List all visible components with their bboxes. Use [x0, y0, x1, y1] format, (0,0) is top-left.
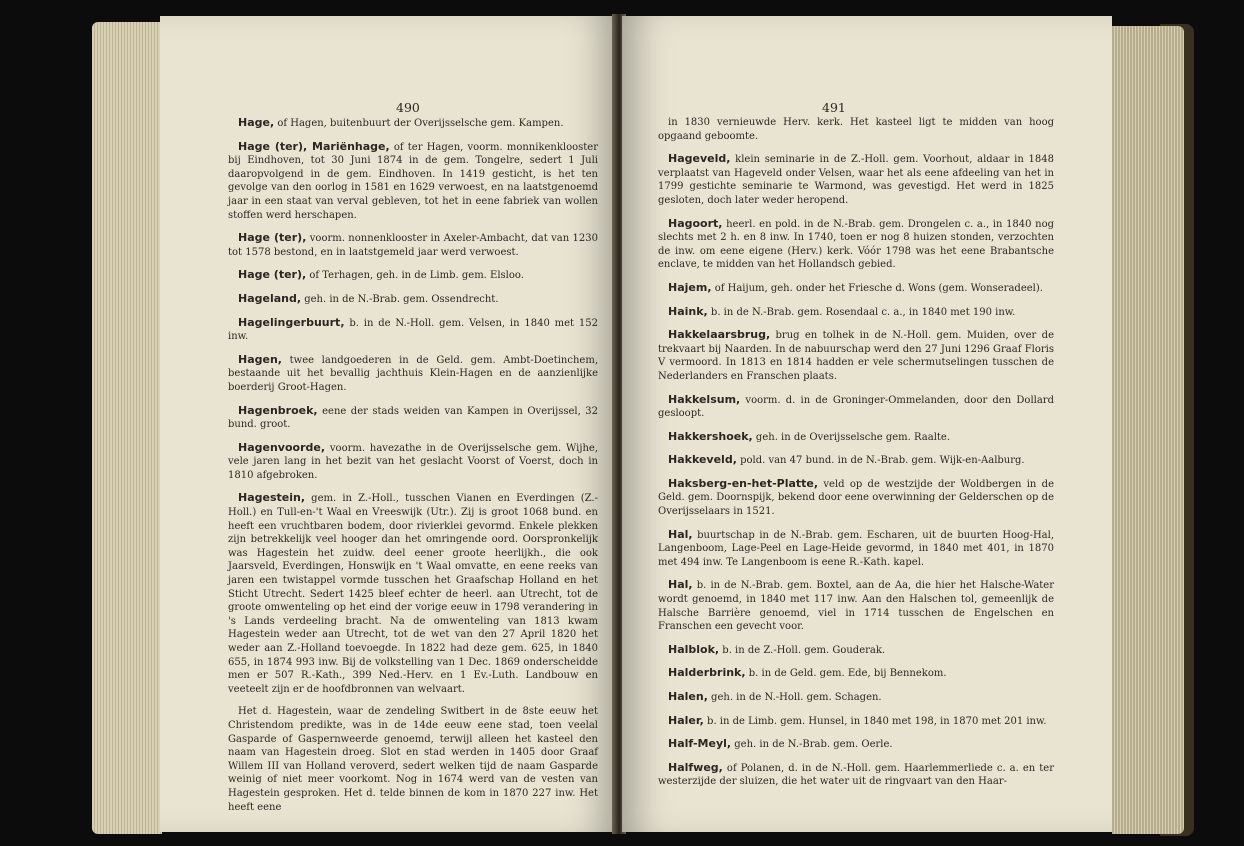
entry-headword: Halfweg, — [668, 760, 723, 774]
entry-headword: Hagelingerbuurt, — [238, 315, 345, 329]
dictionary-entry — [658, 528, 1054, 570]
entries-left — [228, 116, 598, 814]
entry-headword: Hageland, — [238, 291, 302, 305]
entry-headword: Haink, — [668, 304, 708, 318]
dictionary-entry — [228, 353, 598, 395]
entry-text: geh. in de N.-Holl. gem. Schagen. — [707, 692, 882, 703]
entry-headword: Half-Meyl, — [668, 737, 732, 751]
entry-text: geh. in de N.-Brab. gem. Ossendrecht. — [301, 293, 499, 305]
entry-headword: Hage, — [238, 116, 275, 129]
entry-text: gem. in Z.-Holl., tusschen Vianen en Everdingen (Z.-Holl.) en Tull-en-'t Waal en Vreeswijk (Utr.). Zij is groot 1068 bund. en heeft een vruchtbaren bodem, door rivierklei gevormd. Enkele plekken zijn betrekkelijk veel hooger dan het omringende oord. Oorspronkelijk was Hagestein het zuidw. deel eener groote heerlijkh., die ook Jaarsveld, Everdingen, Honswijk en 't Waal omvatte, en eene reeks van jaren een twistappel vormde tusschen het Graafschap Holland en het Sticht Utrecht. Sedert 1425 bleef echter de heerl. aan Utrecht, tot de groote omwenteling op het eind der vorige eeuw in 1798 verandering in 's Lands verdeeling bracht. Na de omwenteling van 1813 kwam Hagestein weder aan Utrecht, tot de wet van den 27 April 1820 het weder aan Z.-Holland toevoegde. In 1822 had deze gem. 625, in 1840 655, in 1874 993 inw. Bij de volkstelling van 1 Dec. 1869 onderscheidde men er 507 R.-Kath., 399 Ned.-Herv. en 1 Ev.-Luth. Landbouw en veeteelt zijn er de hoofdbronnen van welvaart. — [228, 493, 598, 695]
entry-text: of Hagen, buitenbuurt der Overijsselsche gem. Kampen. — [274, 118, 564, 129]
entry-headword: Haksberg-en-het-Platte, — [668, 476, 819, 490]
left-page — [160, 16, 616, 832]
entry-text: of Haijum, geh. onder het Friesche d. Wons (gem. Wonseradeel). — [711, 282, 1043, 294]
page-number-left: 490 — [396, 100, 420, 115]
entry-headword: Hagen, — [238, 352, 282, 366]
entry-headword: Hakkelaarsbrug, — [668, 328, 771, 342]
entry-headword: Hageveld, — [668, 152, 731, 166]
entry-text: of Terhagen, geh. in de Limb. gem. Elsloo. — [306, 270, 524, 282]
dictionary-entry — [658, 453, 1054, 468]
entry-headword: Hagoort, — [668, 216, 723, 230]
dictionary-entry — [658, 761, 1054, 789]
entry-headword: Hakkershoek, — [668, 429, 753, 443]
dictionary-entry — [228, 316, 598, 344]
dictionary-entry — [228, 404, 598, 432]
dictionary-entry — [658, 328, 1054, 383]
page-edges-left — [92, 22, 162, 834]
entry-text: b. in de Geld. gem. Ede, bij Bennekom. — [745, 668, 947, 680]
entry-text: b. in de Limb. gem. Hunsel, in 1840 met 198, in 1870 met 201 inw. — [703, 715, 1047, 727]
entry-text: buurtschap in de N.-Brab. gem. Escharen, uit de buurten Hoog-Hal, Langenboom, Lage-Peel en Lage-Heide gevormd, in 1840 met 401, in 1870 met 494 inw. Te Langenboom is eene R.-Kath. kapel. — [658, 529, 1054, 568]
dictionary-entry — [228, 705, 598, 814]
dictionary-entry — [658, 477, 1054, 519]
dictionary-entry — [228, 231, 598, 259]
dictionary-entry — [228, 268, 598, 283]
entry-headword: Hal, — [668, 578, 693, 592]
entry-headword: Halen, — [668, 690, 708, 703]
entry-headword: Haler, — [668, 713, 704, 727]
entries-right — [658, 116, 1054, 789]
dictionary-entry — [228, 491, 598, 696]
entry-headword: Hajem, — [668, 280, 712, 294]
entry-text: brug en tolhek in de N.-Holl. gem. Muiden, over de trekvaart bij Naarden. In de nabuurschap werd den 27 Juni 1296 Graaf Floris V vermoord. In 1813 en 1814 hadden er vele schermutselingen tusschen de Nederlanders en Franschen plaats. — [658, 330, 1054, 382]
entry-text: twee landgoederen in de Geld. gem. Ambt-Doetinchem, bestaande uit het bevallig jachthuis Klein-Hagen en de aanzienlijke boerderij Groot-Hagen. — [228, 354, 598, 393]
entry-text: voorm. nonnenklooster in Axeler-Ambacht, dat van 1230 tot 1578 bestond, en in laatstgemeld jaar werd verwoest. — [228, 233, 598, 258]
dictionary-entry — [658, 643, 1054, 658]
entry-text: geh. in de Overijsselsche gem. Raalte. — [752, 431, 951, 443]
entry-headword: Hakkeveld, — [668, 453, 737, 467]
dictionary-entry — [658, 305, 1054, 320]
dictionary-entry — [658, 116, 1054, 143]
entry-text: b. in de N.-Brab. gem. Boxtel, aan de Aa, die hier het Halsche-Water wordt genoemd, in 1840 met 117 inw. Aan den Halschen tol, gemeenlijk de Halsche Barrière genoemd, viel in 1714 tusschen de Engelschen en Franschen een gevecht voor. — [658, 580, 1054, 633]
dictionary-entry — [658, 578, 1054, 633]
entry-headword: Hagenbroek, — [238, 403, 318, 417]
entry-headword: Hage (ter), — [238, 231, 307, 245]
dictionary-entry — [658, 217, 1054, 272]
entry-headword: Halblok, — [668, 642, 720, 656]
dictionary-entry — [658, 666, 1054, 681]
entry-headword: Halderbrink, — [668, 666, 746, 680]
entry-text: of Polanen, d. in de N.-Holl. gem. Haarlemmerliede c. a. en ter westerzijde der sluizen, die het water uit de ringvaart van den Haar- — [658, 762, 1054, 788]
dictionary-entry — [658, 393, 1054, 421]
entry-text: b. in de Z.-Holl. gem. Gouderak. — [719, 644, 886, 656]
entry-text: eene der stads weiden van Kampen in Overijssel, 32 bund. groot. — [228, 405, 598, 431]
dictionary-entry — [228, 292, 598, 307]
dictionary-entry — [658, 152, 1054, 207]
page-edges-right — [1112, 26, 1184, 834]
entry-text: geh. in de N.-Brab. gem. Oerle. — [731, 739, 893, 751]
entry-text: of ter Hagen, voorm. monnikenklooster bij Eindhoven, tot 30 Juni 1874 in de gem. Tongelre, sedert 1 Juli daaropvolgend in de gem. Eindhoven. In 1419 gesticht, is het ten gevolge van den oorlog in 1581 en 1629 verwoest, en na laatstgenoemd jaar in een staat van verval gebleven, tot het in eene fabriek van wollen stoffen werd herschapen. — [228, 141, 599, 221]
entry-text: klein seminarie in de Z.-Holl. gem. Voorhout, aldaar in 1848 verplaatst van Hageveld onder Velsen, waar het als eene afdeeling van het in 1799 gestichte seminarie te Warmond, was gevestigd. Het werd in 1825 gesloten, doch later weder heropend. — [658, 154, 1054, 206]
page-number-right: 491 — [822, 100, 846, 115]
entry-text: veld op de westzijde der Woldbergen in de Geld. gem. Doornspijk, bekend door eene overwinning der Gelderschen op de Overijsselaars in 1521. — [658, 478, 1054, 518]
entry-headword: Hagestein, — [238, 491, 306, 505]
dictionary-entry — [658, 690, 1054, 705]
entry-headword: Hal, — [668, 527, 693, 541]
entry-headword: Hakkelsum, — [668, 392, 741, 406]
dictionary-entry — [658, 281, 1054, 296]
entry-text: voorm. havezathe in de Overijsselsche gem. Wijhe, vele jaren lang in het bezit van het geslacht Voorst of Voerst, doch in 1810 afgebroken. — [228, 442, 598, 481]
entry-text: pold. van 47 bund. in de N.-Brab. gem. Wijk-en-Aalburg. — [736, 455, 1025, 467]
entry-text: b. in de N.-Holl. gem. Velsen, in 1840 met 152 inw. — [228, 317, 598, 343]
entry-text: voorm. d. in de Groninger-Ommelanden, door den Dollard gesloopt. — [658, 394, 1054, 420]
dictionary-entry — [228, 441, 598, 483]
dictionary-entry — [658, 737, 1054, 752]
dictionary-entry — [228, 140, 598, 223]
entry-text: in 1830 vernieuwde Herv. kerk. Het kasteel ligt te midden van hoog opgaand geboomte. — [658, 117, 1054, 142]
dictionary-entry — [658, 714, 1054, 729]
entry-text: heerl. en pold. in de N.-Brab. gem. Drongelen c. a., in 1840 nog slechts met 2 h. en 8 inw. In 1740, toen er nog 8 huizen stonden, verzochten de inw. om eene eigene (Herv.) kerk. Vóór 1798 was het eene Brabantsche enclave, te midden van het Hollandsch gebied. — [658, 218, 1054, 271]
entry-headword: Hagenvoorde, — [238, 440, 326, 454]
entry-headword: Hage (ter), Mariënhage, — [238, 139, 390, 153]
entry-text: Het d. Hagestein, waar de zendeling Switbert in de 8ste eeuw het Christendom predikte, was in de 14de eeuw eene stad, toen veelal Gasparde of Gaspernweerde genoemd, terwijl alleen het kasteel den naam van Hagestein droeg. Slot en stad werden in 1405 door Graaf Willem III van Holland veroverd, sedert welken tijd de naam Gasparde weinig of niet meer voorkomt. Nog in 1674 werd van de vesten van Hagestein gesproken. Het d. telde binnen de kom in 1870 227 inw. Het heeft eene — [228, 706, 598, 813]
entry-headword: Hage (ter), — [238, 268, 307, 282]
dictionary-entry — [658, 430, 1054, 445]
dictionary-entry — [228, 116, 598, 131]
entry-text: b. in de N.-Brab. gem. Rosendaal c. a., in 1840 met 190 inw. — [707, 306, 1016, 318]
right-page — [622, 16, 1112, 832]
